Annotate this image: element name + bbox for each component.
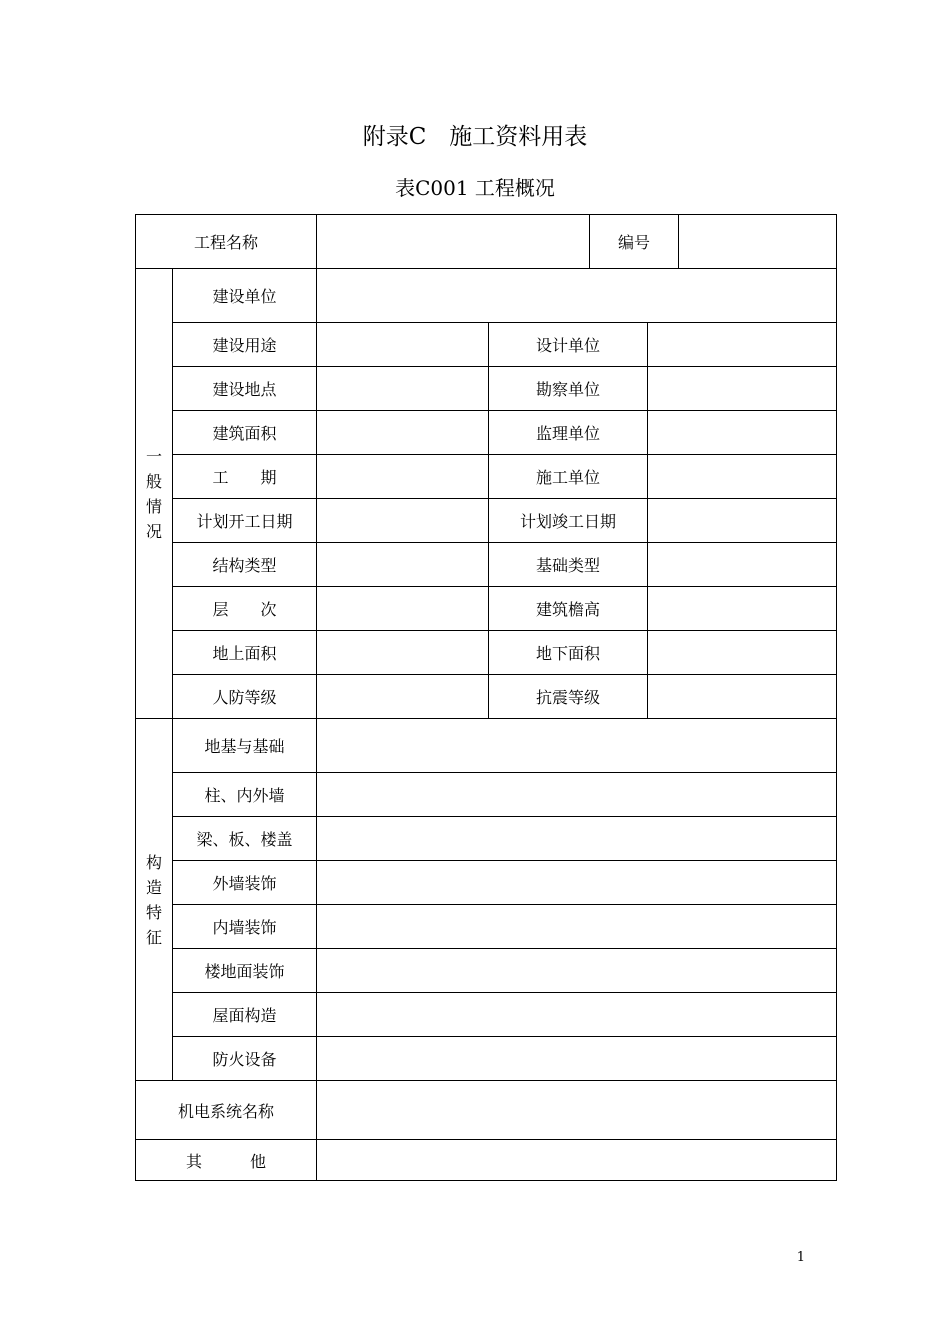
- page-title: 附录C 施工资料用表: [362, 124, 588, 150]
- exterior-finish-label: 外墙装饰: [173, 861, 317, 905]
- duration-field[interactable]: [317, 455, 489, 499]
- seismic-grade-field[interactable]: [648, 675, 837, 719]
- contractor-label: 施工单位: [489, 455, 648, 499]
- supervisor-label: 监理单位: [489, 411, 648, 455]
- project-overview-table: [135, 214, 837, 1181]
- interior-finish-field[interactable]: [317, 905, 837, 949]
- supervisor-field[interactable]: [648, 411, 837, 455]
- planned-start-label: 计划开工日期: [173, 499, 317, 543]
- storeys-label: 层 次: [173, 587, 317, 631]
- seismic-grade-label: 抗震等级: [489, 675, 648, 719]
- exterior-finish-field[interactable]: [317, 861, 837, 905]
- above-ground-area-label: 地上面积: [173, 631, 317, 675]
- other-label: 其 他: [136, 1140, 317, 1181]
- usage-label: 建设用途: [173, 323, 317, 367]
- contractor-field[interactable]: [648, 455, 837, 499]
- owner-field[interactable]: [317, 269, 837, 323]
- location-label: 建设地点: [173, 367, 317, 411]
- structure-type-field[interactable]: [317, 543, 489, 587]
- underground-area-field[interactable]: [648, 631, 837, 675]
- eave-height-field[interactable]: [648, 587, 837, 631]
- columns-walls-label: 柱、内外墙: [173, 773, 317, 817]
- other-field[interactable]: [317, 1140, 837, 1181]
- designer-field[interactable]: [648, 323, 837, 367]
- above-ground-area-field[interactable]: [317, 631, 489, 675]
- underground-area-label: 地下面积: [489, 631, 648, 675]
- planned-completion-label: 计划竣工日期: [489, 499, 648, 543]
- table-title: 表C001 工程概况: [395, 176, 555, 200]
- planned-completion-field[interactable]: [648, 499, 837, 543]
- fire-equipment-label: 防火设备: [173, 1037, 317, 1081]
- floor-finish-field[interactable]: [317, 949, 837, 993]
- code-field[interactable]: [679, 215, 837, 269]
- foundation-label: 地基与基础: [173, 719, 317, 773]
- project-name-field[interactable]: [317, 215, 590, 269]
- beams-slabs-field[interactable]: [317, 817, 837, 861]
- columns-walls-field[interactable]: [317, 773, 837, 817]
- eave-height-label: 建筑檐高: [489, 587, 648, 631]
- roof-field[interactable]: [317, 993, 837, 1037]
- surveyor-label: 勘察单位: [489, 367, 648, 411]
- floor-area-label: 建筑面积: [173, 411, 317, 455]
- foundation-type-field[interactable]: [648, 543, 837, 587]
- code-label: 编号: [590, 215, 679, 269]
- page-number: 1: [796, 1250, 805, 1265]
- designer-label: 设计单位: [489, 323, 648, 367]
- fire-equipment-field[interactable]: [317, 1037, 837, 1081]
- civil-defense-label: 人防等级: [173, 675, 317, 719]
- surveyor-field[interactable]: [648, 367, 837, 411]
- mep-field[interactable]: [317, 1081, 837, 1140]
- location-field[interactable]: [317, 367, 489, 411]
- floor-finish-label: 楼地面装饰: [173, 949, 317, 993]
- mep-label: 机电系统名称: [136, 1081, 317, 1140]
- roof-label: 屋面构造: [173, 993, 317, 1037]
- civil-defense-field[interactable]: [317, 675, 489, 719]
- usage-field[interactable]: [317, 323, 489, 367]
- general-group-label: 一 般 情 况: [136, 269, 173, 719]
- storeys-field[interactable]: [317, 587, 489, 631]
- foundation-field[interactable]: [317, 719, 837, 773]
- owner-label: 建设单位: [173, 269, 317, 323]
- structure-type-label: 结构类型: [173, 543, 317, 587]
- interior-finish-label: 内墙装饰: [173, 905, 317, 949]
- structure-group-label: 构 造 特 征: [136, 719, 173, 1081]
- duration-label: 工 期: [173, 455, 317, 499]
- beams-slabs-label: 梁、板、楼盖: [173, 817, 317, 861]
- project-name-label: 工程名称: [136, 215, 317, 269]
- floor-area-field[interactable]: [317, 411, 489, 455]
- planned-start-field[interactable]: [317, 499, 489, 543]
- foundation-type-label: 基础类型: [489, 543, 648, 587]
